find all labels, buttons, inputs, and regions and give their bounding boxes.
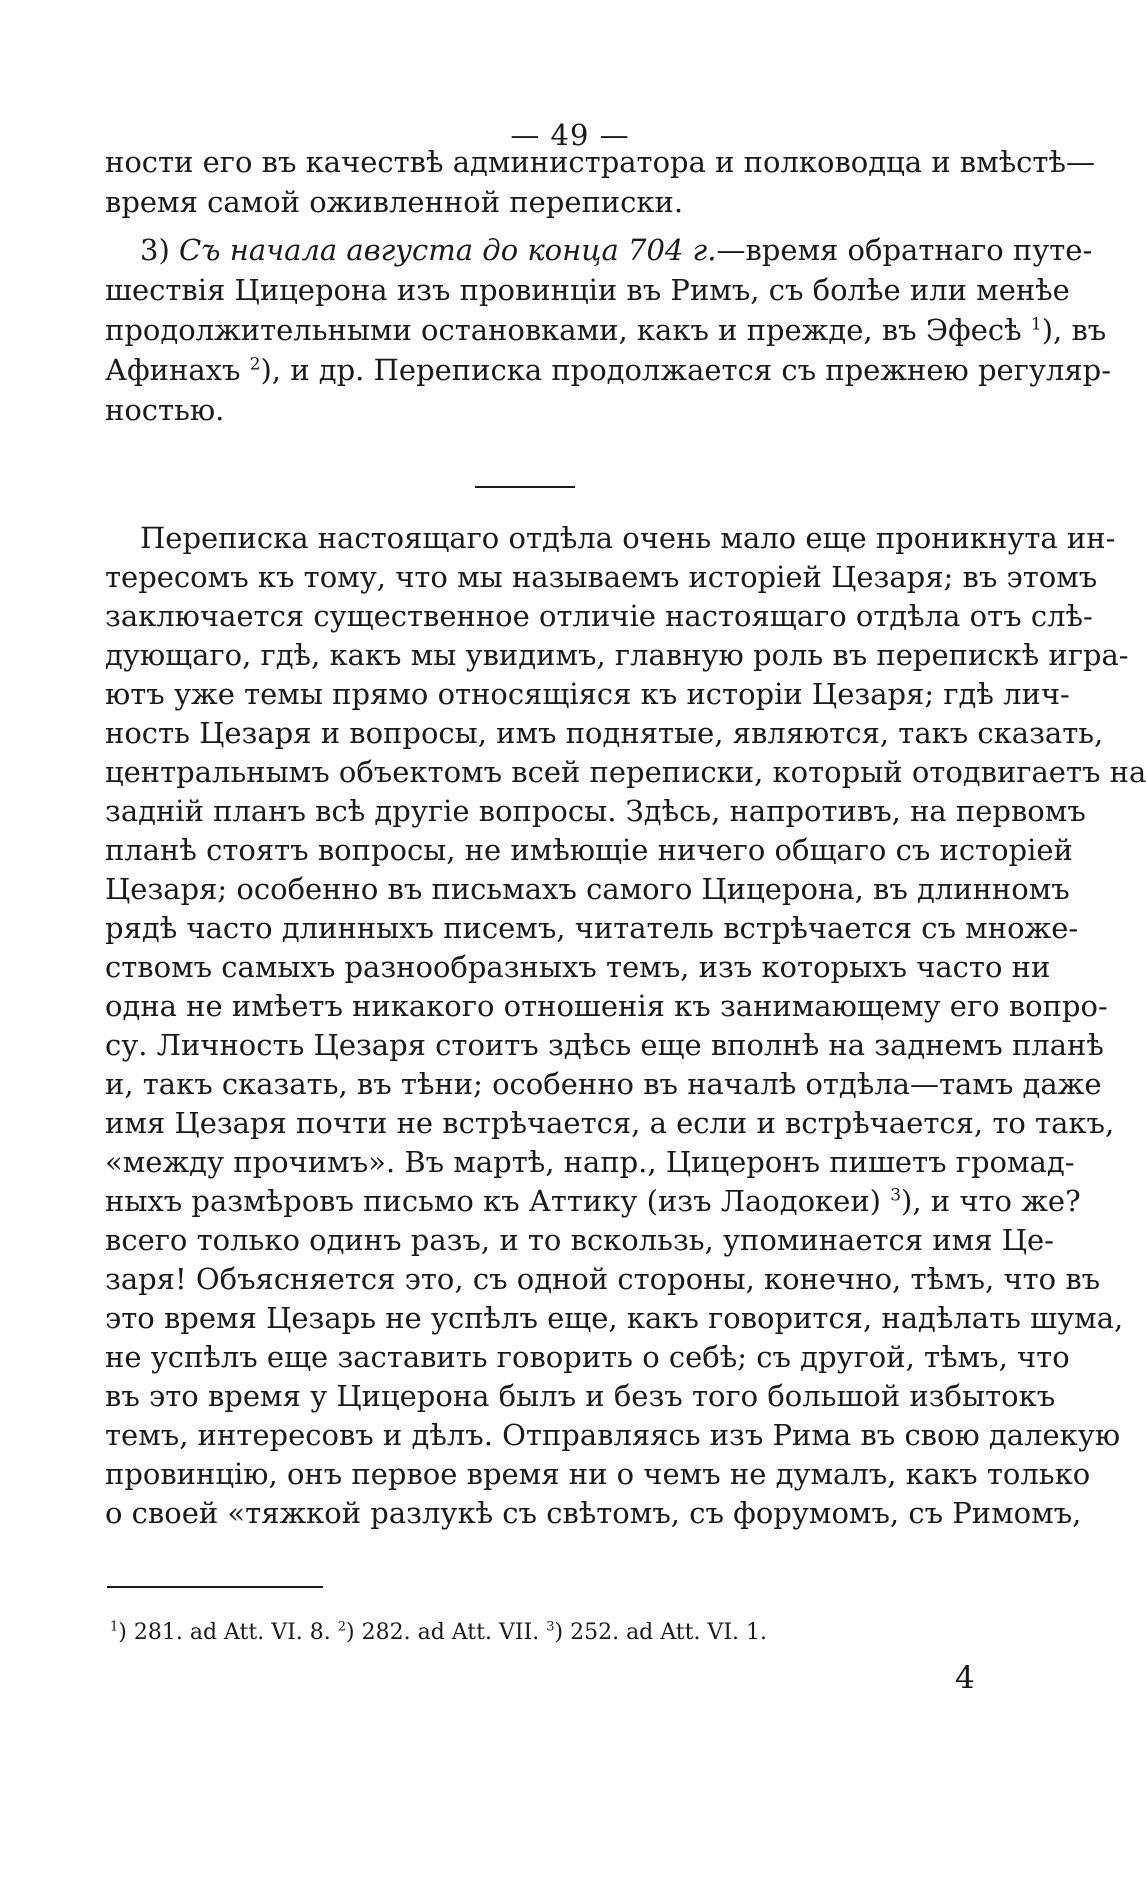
text-line: всего только одинъ разъ, и то вскользь, упоминается имя Це- [105,1223,1054,1257]
footnote-mark: 3 [546,1619,555,1635]
text-line: ствомъ самыхъ разнообразныхъ темъ, изъ которыхъ часто ни [105,950,1051,984]
text-line: планѣ стоятъ вопросы, не имѣющіе ничего общаго съ исторіей [105,833,1073,867]
text-line: задній планъ всѣ другіе вопросы. Здѣсь, напротивъ, на первомъ [105,794,1086,828]
footnote-mark: 2 [337,1619,347,1635]
footnote-divider [107,1586,323,1588]
text-line [105,350,1112,390]
text-line: и, такъ сказать, въ тѣни; особенно въ началѣ отдѣла—тамъ даже [105,1067,1102,1101]
text-line: ности его въ качествѣ администратора и полководца и вмѣстѣ— [105,145,1095,179]
text-line: тересомъ къ тому, что мы называемъ исторіей Цезаря; въ этомъ [105,560,1098,594]
line-text: ныхъ размѣровъ письмо къ Аттику (изъ Лаодокеи) [105,1184,881,1218]
text-line: ность Цезаря и вопросы, имъ поднятые, являются, такъ сказать, [105,716,1104,750]
text-line: центральнымъ объектомъ всей переписки, который отодвигаетъ на [105,755,1146,789]
text-line: заключается существенное отличіе настоящаго отдѣла отъ слѣ- [105,599,1093,633]
text-line: темъ, интересовъ и дѣлъ. Отправляясь изъ Рима въ свою далекую [105,1418,1121,1452]
section-divider [475,486,575,488]
footnote-mark: 1 [110,1619,119,1635]
text-line: ютъ уже темы прямо относящіяся къ исторіи Цезаря; гдѣ лич- [105,677,1070,711]
text-line: не успѣлъ еще заставить говорить о себѣ; съ другой, тѣмъ, что [105,1340,1070,1374]
line-text: ), въ [1041,313,1107,347]
footnotes [110,1618,767,1648]
text-line: дующаго, гдѣ, какъ мы увидимъ, главную роль въ перепискѣ игра- [105,638,1129,672]
italic-date-range: Съ начала августа до конца 704 г. [178,233,717,267]
footnote-text: ) 252. ad Att. VI. 1. [554,1620,767,1645]
text-line [105,310,1107,350]
text-line: Цезаря; особенно въ письмахъ самого Цицерона, въ длинномъ [105,872,1070,906]
text-line: время самой оживленной переписки. [105,185,684,219]
text-line: имя Цезаря почти не встрѣчается, а если и встрѣчается, то такъ, [105,1106,1115,1140]
text-line: въ это время у Цицерона былъ и безъ того большой избытокъ [105,1379,1056,1413]
text-line: заря! Объясняется это, съ одной стороны, конечно, тѣмъ, что въ [105,1262,1101,1296]
text-line: одна не имѣетъ никакого отношенія къ занимающему его вопро- [105,989,1108,1023]
line-text: —время обратнаго путе- [716,233,1093,267]
footnote-text: ) 281. ad Att. VI. 8. [118,1620,331,1645]
line-text: продолжительными остановками, какъ и прежде, въ Эфесѣ [105,313,1022,347]
list-number: 3) [140,233,170,267]
footnote-ref: 2 [249,354,261,375]
text-line: провинцію, онъ первое время ни о чемъ не думалъ, какъ только [105,1457,1091,1491]
line-text: Афинахъ [105,353,241,387]
line-text: ), и др. Переписка продолжается съ прежнею регуляр- [260,353,1112,387]
footnote-ref: 3 [890,1185,902,1206]
footnote-ref: 1 [1030,314,1042,335]
text-line: Переписка настоящаго отдѣла очень мало еще проникнута ин- [140,521,1116,555]
text-line [140,230,1093,270]
line-text: ), и что же? [901,1184,1081,1218]
signature-mark: 4 [955,1660,975,1696]
text-line: су. Личность Цезаря стоитъ здѣсь еще вполнѣ на заднемъ планѣ [105,1028,1104,1062]
page-number-header: — 49 — [510,118,630,152]
text-line: «между прочимъ». Въ мартѣ, напр., Цицеронъ пишетъ громад- [105,1145,1075,1179]
text-line [105,1181,1081,1221]
text-line: рядѣ часто длинныхъ писемъ, читатель встрѣчается съ множе- [105,911,1079,945]
text-line: шествія Цицерона изъ провинціи въ Римъ, съ болѣе или менѣе [105,273,1070,307]
text-line: ностью. [105,393,225,427]
footnote-text: ) 282. ad Att. VII. [346,1620,540,1645]
text-line: это время Цезарь не успѣлъ еще, какъ говорится, надѣлать шума, [105,1301,1124,1335]
text-line: о своей «тяжкой разлукѣ съ свѣтомъ, съ форумомъ, съ Римомъ, [105,1496,1082,1530]
